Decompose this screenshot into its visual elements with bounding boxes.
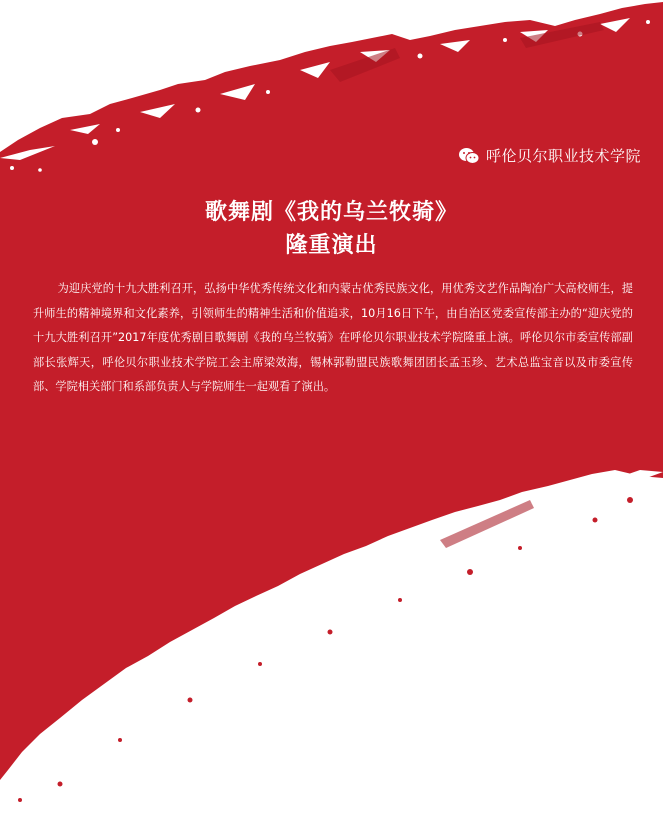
- watermark-text: 呼伦贝尔职业技术学院: [485, 147, 641, 165]
- article-body: 为迎庆党的十九大胜利召开，弘扬中华优秀传统文化和内蒙古优秀民族文化，用优秀文艺作品陶冶广大高校师生，提升师生的精神境界和文化素养，引领师生的精神生活和价值追求，10月16日下午，由自治区党委宣传部主办的“迎庆党的十九大胜利召开”2017年度优秀剧目歌舞剧《我的乌兰牧骑》在呼伦贝尔职业技术学院隆重上演。呼伦贝尔市委宣传部副部长张辉天，呼伦贝尔职业技术学院工会主席梁效海，锡林郭勒盟民族歌舞团团长孟玉珍、艺术总监宝音以及市委宣传部、学院相关部门和系部负责人与学院师生一起观看了演出。: [33, 282, 633, 393]
- title-line-2: 隆重演出: [285, 233, 378, 258]
- title-line-1: 歌舞剧《我的乌兰牧骑》: [204, 200, 458, 225]
- account-watermark: [458, 145, 641, 166]
- article-title: [0, 198, 663, 261]
- wechat-icon: [458, 147, 480, 165]
